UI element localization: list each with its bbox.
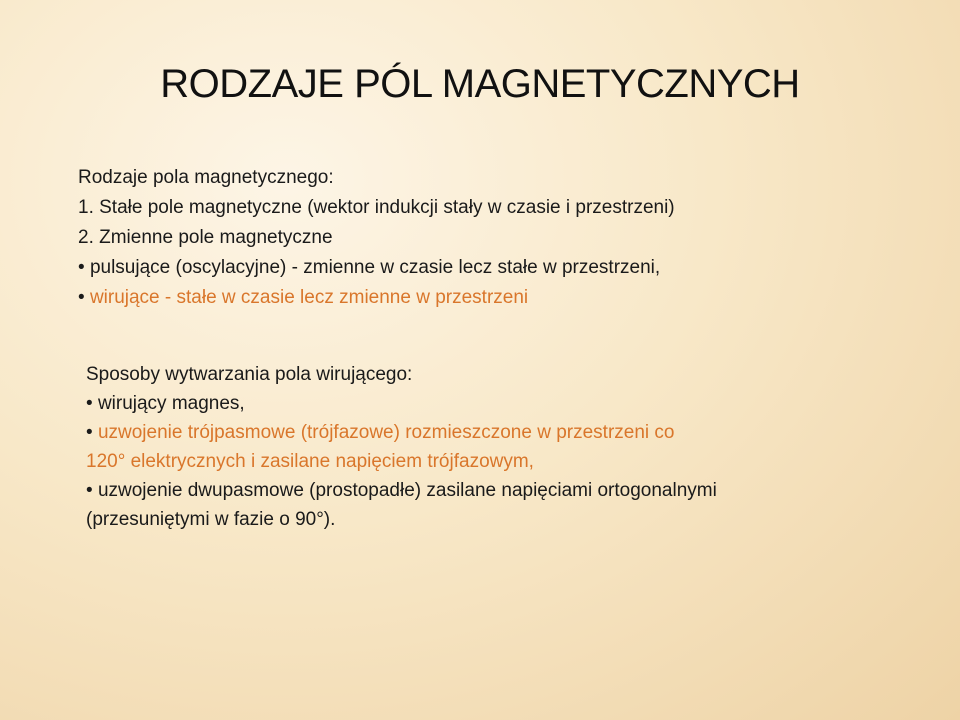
methods-heading: Sposoby wytwarzania pola wirującego: bbox=[86, 364, 413, 385]
field-types-heading: Rodzaje pola magnetycznego: bbox=[78, 167, 334, 188]
three-phase-bullet bbox=[86, 418, 717, 447]
slide-title: RODZAJE PÓL MAGNETYCZNYCH bbox=[160, 62, 800, 106]
pulsating-bullet bbox=[78, 253, 675, 283]
bullet-icon: • bbox=[78, 287, 85, 308]
bullet-icon: • bbox=[86, 422, 93, 443]
static-field-item: 1. Stałe pole magnetyczne (wektor indukcji stały w czasie i przestrzeni) bbox=[78, 197, 675, 218]
two-phase-text-1: uzwojenie dwupasmowe (prostopadłe) zasilane napięciami ortogonalnymi bbox=[97, 480, 717, 501]
magnet-bullet bbox=[86, 389, 717, 418]
magnet-text: wirujący magnes, bbox=[97, 393, 245, 414]
three-phase-text-1: uzwojenie trójpasmowe (trójfazowe) rozmieszczone w przestrzeni co bbox=[97, 422, 675, 443]
bullet-icon: • bbox=[86, 393, 93, 414]
rotating-text: wirujące - stałe w czasie lecz zmienne w przestrzeni bbox=[89, 287, 529, 308]
field-types-section bbox=[78, 163, 675, 313]
bullet-icon: • bbox=[86, 480, 93, 501]
two-phase-bullet bbox=[86, 476, 717, 505]
bullet-icon: • bbox=[78, 257, 85, 278]
three-phase-continuation: 120° elektrycznych i zasilane napięciem trójfazowym, bbox=[86, 451, 534, 472]
rotating-bullet bbox=[78, 283, 675, 313]
two-phase-continuation: (przesuniętymi w fazie o 90°). bbox=[86, 509, 336, 530]
rotating-field-methods-section bbox=[86, 360, 717, 534]
pulsating-text: pulsujące (oscylacyjne) - zmienne w czasie lecz stałe w przestrzeni, bbox=[89, 257, 661, 278]
variable-field-item: 2. Zmienne pole magnetyczne bbox=[78, 227, 333, 248]
